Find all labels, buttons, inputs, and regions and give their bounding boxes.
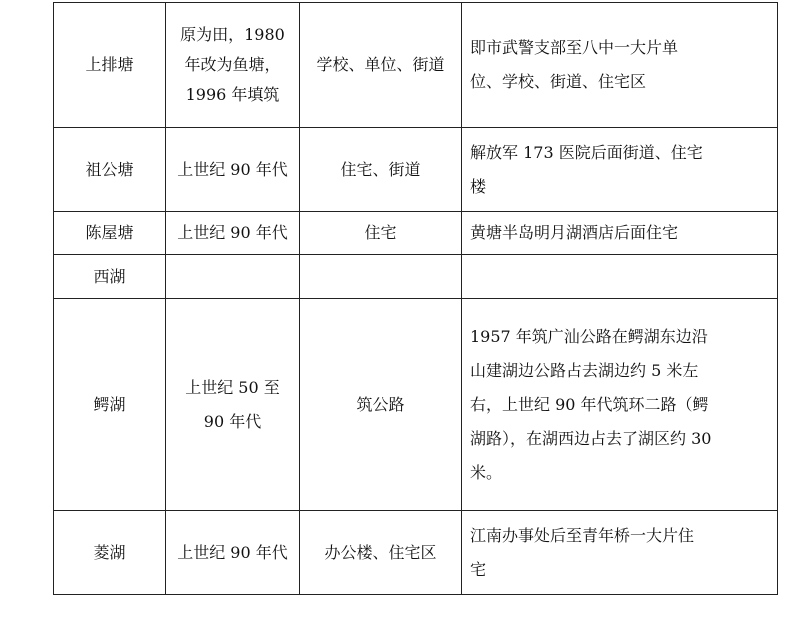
reclaim-period bbox=[166, 212, 300, 255]
lake-name: 上排塘 bbox=[54, 3, 166, 128]
reclaim-period bbox=[166, 3, 300, 128]
period-line: 上世纪 50 至 bbox=[185, 377, 280, 397]
lake-name: 陈屋塘 bbox=[54, 212, 166, 255]
lake-name: 鳄湖 bbox=[54, 299, 166, 511]
desc-line: 山建湖边公路占去湖边约 5 米左 bbox=[470, 360, 699, 380]
lake-name: 西湖 bbox=[54, 255, 166, 299]
location-description bbox=[462, 3, 778, 128]
location-description bbox=[462, 255, 778, 299]
desc-line: 即市武警支部至八中一大片单 bbox=[470, 38, 679, 57]
table-row bbox=[54, 3, 778, 128]
desc-line: 江南办事处后至青年桥一大片住 bbox=[470, 525, 695, 545]
desc-line: 米。 bbox=[470, 462, 503, 482]
desc-line: 1957 年筑广汕公路在鳄湖东边沿 bbox=[470, 326, 708, 346]
location-description bbox=[462, 511, 778, 595]
land-use: 住宅 bbox=[300, 212, 462, 255]
land-use: 住宅、街道 bbox=[300, 128, 462, 212]
period-line: 原为田，1980 bbox=[180, 25, 285, 44]
lake-name: 祖公塘 bbox=[54, 128, 166, 212]
table-row bbox=[54, 255, 778, 299]
reclaim-period bbox=[166, 299, 300, 511]
period-line: 90 年代 bbox=[203, 411, 262, 431]
desc-line: 位、学校、街道、住宅区 bbox=[470, 72, 647, 91]
location-description bbox=[462, 299, 778, 511]
desc-line: 右，上世纪 90 年代筑环二路（鳄 bbox=[470, 394, 709, 414]
land-use: 办公楼、住宅区 bbox=[300, 511, 462, 595]
reclaim-period bbox=[166, 511, 300, 595]
period-line: 1996 年填筑 bbox=[185, 85, 280, 104]
desc-line: 黄塘半岛明月湖酒店后面住宅 bbox=[470, 223, 679, 242]
desc-line: 湖路），在湖西边占去了湖区约 30 bbox=[470, 428, 712, 448]
table-row bbox=[54, 511, 778, 595]
lake-name: 菱湖 bbox=[54, 511, 166, 595]
reclaim-period bbox=[166, 255, 300, 299]
period-line: 上世纪 90 年代 bbox=[177, 159, 288, 179]
table-row bbox=[54, 299, 778, 511]
reclaim-period bbox=[166, 128, 300, 212]
table-row bbox=[54, 212, 778, 255]
lake-reclamation-table bbox=[53, 2, 778, 595]
period-line: 年改为鱼塘， bbox=[184, 55, 281, 74]
desc-line: 宅 bbox=[470, 559, 487, 579]
land-use: 筑公路 bbox=[300, 299, 462, 511]
period-line: 上世纪 90 年代 bbox=[177, 542, 288, 562]
location-description bbox=[462, 128, 778, 212]
land-use: 学校、单位、街道 bbox=[300, 3, 462, 128]
desc-line: 解放军 173 医院后面街道、住宅 bbox=[470, 142, 703, 162]
table-row bbox=[54, 128, 778, 212]
land-use bbox=[300, 255, 462, 299]
desc-line: 楼 bbox=[470, 176, 487, 196]
location-description bbox=[462, 212, 778, 255]
period-line: 上世纪 90 年代 bbox=[177, 223, 288, 242]
